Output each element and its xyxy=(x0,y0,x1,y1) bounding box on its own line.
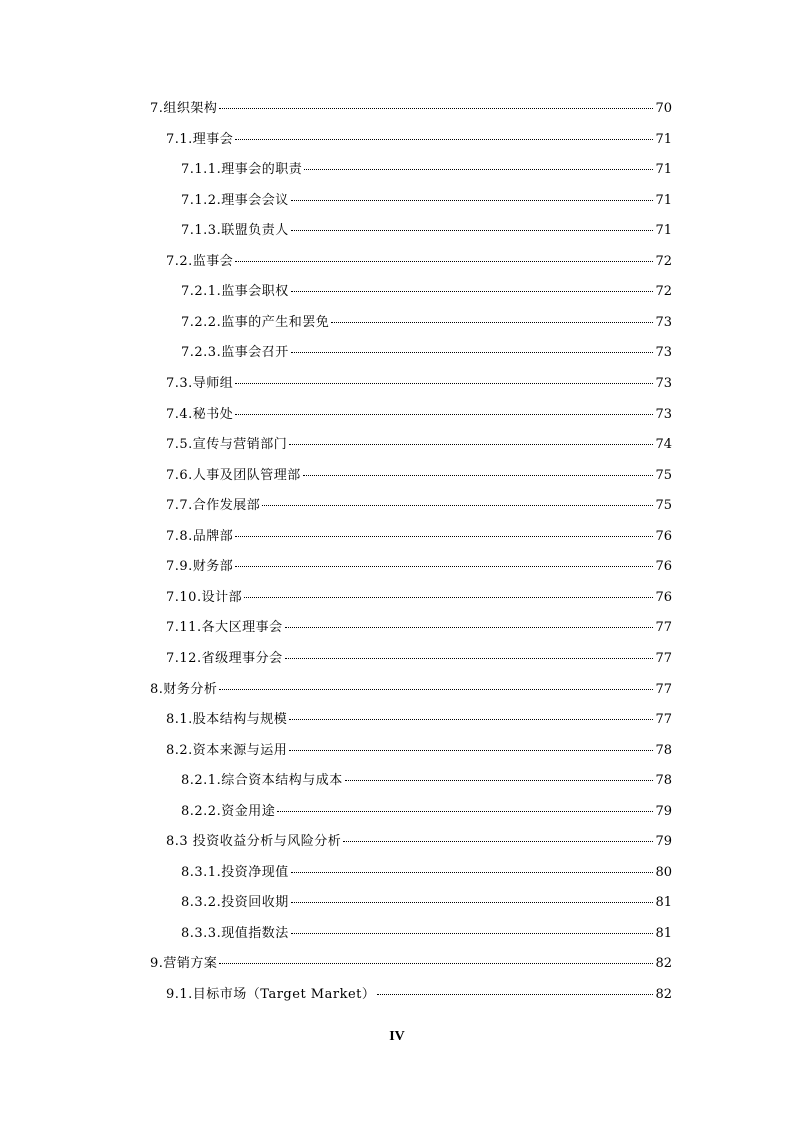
toc-dot-leader xyxy=(262,505,653,506)
toc-dot-leader xyxy=(219,108,653,109)
toc-entry-page-number: 73 xyxy=(655,375,672,391)
toc-entry[interactable] xyxy=(181,770,672,792)
toc-dot-leader xyxy=(277,811,653,812)
toc-entry[interactable] xyxy=(166,434,672,456)
toc-dot-leader xyxy=(235,383,653,384)
toc-entry-title: 7.10.设计部 xyxy=(166,589,243,605)
toc-entry-title: 7.1.3.联盟负责人 xyxy=(181,223,289,239)
toc-entry-page-number: 80 xyxy=(655,864,672,880)
toc-entry-page-number: 78 xyxy=(655,742,672,758)
toc-entry-page-number: 79 xyxy=(655,834,672,850)
toc-entry[interactable] xyxy=(181,923,672,945)
toc-entry-page-number: 77 xyxy=(655,650,672,666)
toc-dot-leader xyxy=(291,933,654,934)
toc-entry-page-number: 70 xyxy=(655,101,672,116)
toc-dot-leader xyxy=(304,169,653,170)
toc-entry[interactable] xyxy=(166,984,672,1006)
toc-entry[interactable] xyxy=(166,129,672,151)
toc-entry-page-number: 82 xyxy=(655,956,672,972)
toc-entry-page-number: 71 xyxy=(655,162,672,178)
toc-entry-page-number: 73 xyxy=(655,406,672,422)
toc-entry[interactable] xyxy=(181,159,672,181)
toc-dot-leader xyxy=(291,200,654,201)
toc-entry[interactable] xyxy=(166,648,672,670)
page-number-footer: IV xyxy=(389,1029,405,1044)
toc-entry[interactable] xyxy=(166,617,672,639)
toc-entry[interactable] xyxy=(166,495,672,517)
toc-entry[interactable] xyxy=(181,220,672,242)
toc-dot-leader xyxy=(291,902,654,903)
toc-entry-page-number: 71 xyxy=(655,223,672,239)
toc-entry-page-number: 77 xyxy=(655,712,672,727)
toc-entry[interactable] xyxy=(166,831,672,853)
toc-dot-leader xyxy=(219,689,653,690)
toc-entry[interactable] xyxy=(166,465,672,487)
toc-entry-title: 8.1.股本结构与规模 xyxy=(166,712,288,727)
toc-dot-leader xyxy=(285,658,654,659)
toc-entry-page-number: 74 xyxy=(655,437,672,453)
toc-entry-title: 8.3 投资收益分析与风险分析 xyxy=(166,834,342,850)
toc-entry-page-number: 77 xyxy=(655,681,672,697)
toc-entry[interactable] xyxy=(166,740,672,762)
toc-dot-leader xyxy=(377,994,653,995)
toc-entry-title: 8.3.3.现值指数法 xyxy=(181,925,289,941)
toc-entry-title: 7.组织架构 xyxy=(150,101,218,116)
toc-entry[interactable] xyxy=(181,312,672,334)
toc-dot-leader xyxy=(289,719,653,720)
toc-dot-leader xyxy=(235,566,653,567)
toc-dot-leader xyxy=(235,536,653,537)
toc-entry-title: 8.2.1.综合资本结构与成本 xyxy=(181,773,343,789)
toc-entry-page-number: 71 xyxy=(655,192,672,208)
toc-entry-title: 8.2.资本来源与运用 xyxy=(166,742,288,758)
toc-entry-page-number: 73 xyxy=(655,345,672,361)
toc-entry[interactable] xyxy=(150,679,672,701)
toc-entry-title: 7.1.2.理事会会议 xyxy=(181,192,289,208)
toc-entry[interactable] xyxy=(181,281,672,303)
toc-dot-leader xyxy=(285,627,654,628)
toc-entry-title: 7.12.省级理事分会 xyxy=(166,650,283,666)
toc-entry[interactable] xyxy=(166,556,672,578)
toc-dot-leader xyxy=(235,414,653,415)
toc-entry-page-number: 73 xyxy=(655,314,672,330)
toc-entry[interactable] xyxy=(166,709,672,731)
toc-dot-leader xyxy=(291,291,654,292)
toc-entry[interactable] xyxy=(150,953,672,975)
toc-dot-leader xyxy=(291,352,654,353)
toc-entry-page-number: 75 xyxy=(655,498,672,514)
toc-entry-page-number: 78 xyxy=(655,773,672,789)
toc-dot-leader xyxy=(331,322,653,323)
toc-entry[interactable] xyxy=(166,587,672,609)
toc-entry-title: 7.5.宣传与营销部门 xyxy=(166,437,288,453)
toc-dot-leader xyxy=(345,780,654,781)
toc-entry-page-number: 82 xyxy=(655,987,672,1002)
toc-dot-leader xyxy=(219,963,653,964)
toc-entry-page-number: 77 xyxy=(655,620,672,636)
toc-dot-leader xyxy=(244,597,653,598)
toc-entry[interactable] xyxy=(181,342,672,364)
toc-entry-title: 8.财务分析 xyxy=(150,681,218,697)
toc-entry[interactable] xyxy=(181,190,672,212)
toc-entry-title: 7.11.各大区理事会 xyxy=(166,620,283,636)
toc-entry[interactable] xyxy=(181,892,672,914)
toc-entry[interactable] xyxy=(166,404,672,426)
toc-entry-title: 8.2.2.资金用途 xyxy=(181,803,276,819)
toc-entry-page-number: 76 xyxy=(655,559,672,575)
toc-dot-leader xyxy=(235,139,653,140)
toc-entry[interactable] xyxy=(150,98,672,120)
toc-entry-page-number: 75 xyxy=(655,467,672,483)
toc-entry-title: 7.2.2.监事的产生和罢免 xyxy=(181,314,330,330)
toc-dot-leader xyxy=(289,750,653,751)
toc-entry-title: 7.1.1.理事会的职责 xyxy=(181,162,303,178)
toc-entry-page-number: 76 xyxy=(655,589,672,605)
toc-entry-title: 8.3.2.投资回收期 xyxy=(181,895,289,911)
toc-entry-title: 7.2.监事会 xyxy=(166,253,234,269)
toc-entry-title: 7.2.3.监事会召开 xyxy=(181,345,289,361)
toc-entry-title: 7.2.1.监事会职权 xyxy=(181,284,289,300)
toc-entry-page-number: 72 xyxy=(655,253,672,269)
toc-entry-title: 7.6.人事及团队管理部 xyxy=(166,467,301,483)
toc-entry[interactable] xyxy=(166,373,672,395)
toc-dot-leader xyxy=(291,872,654,873)
toc-dot-leader xyxy=(343,841,653,842)
toc-entry-title: 7.1.理事会 xyxy=(166,131,234,147)
toc-entry-page-number: 72 xyxy=(655,284,672,300)
toc-entry-page-number: 71 xyxy=(655,131,672,147)
toc-entry[interactable] xyxy=(166,526,672,548)
toc-entry-title: 8.3.1.投资净现值 xyxy=(181,864,289,880)
toc-entry[interactable] xyxy=(181,862,672,884)
toc-entry-page-number: 81 xyxy=(655,925,672,941)
toc-entry-title: 7.8.品牌部 xyxy=(166,528,234,544)
toc-entry-title: 9.1.目标市场（Target Market） xyxy=(166,987,376,1002)
toc-entry-title: 7.7.合作发展部 xyxy=(166,498,261,514)
toc-entry-title: 7.4.秘书处 xyxy=(166,406,234,422)
toc-dot-leader xyxy=(289,444,653,445)
toc-dot-leader xyxy=(291,230,654,231)
toc-entry-title: 9.营销方案 xyxy=(150,956,218,972)
toc-entry-page-number: 76 xyxy=(655,528,672,544)
toc-entry-title: 7.9.财务部 xyxy=(166,559,234,575)
toc-entry[interactable] xyxy=(166,251,672,273)
toc-entry-page-number: 81 xyxy=(655,895,672,911)
toc-entry-title: 7.3.导师组 xyxy=(166,375,234,391)
toc-entry[interactable] xyxy=(181,801,672,823)
toc-entry-page-number: 79 xyxy=(655,803,672,819)
toc-dot-leader xyxy=(235,261,653,262)
toc-dot-leader xyxy=(303,475,654,476)
